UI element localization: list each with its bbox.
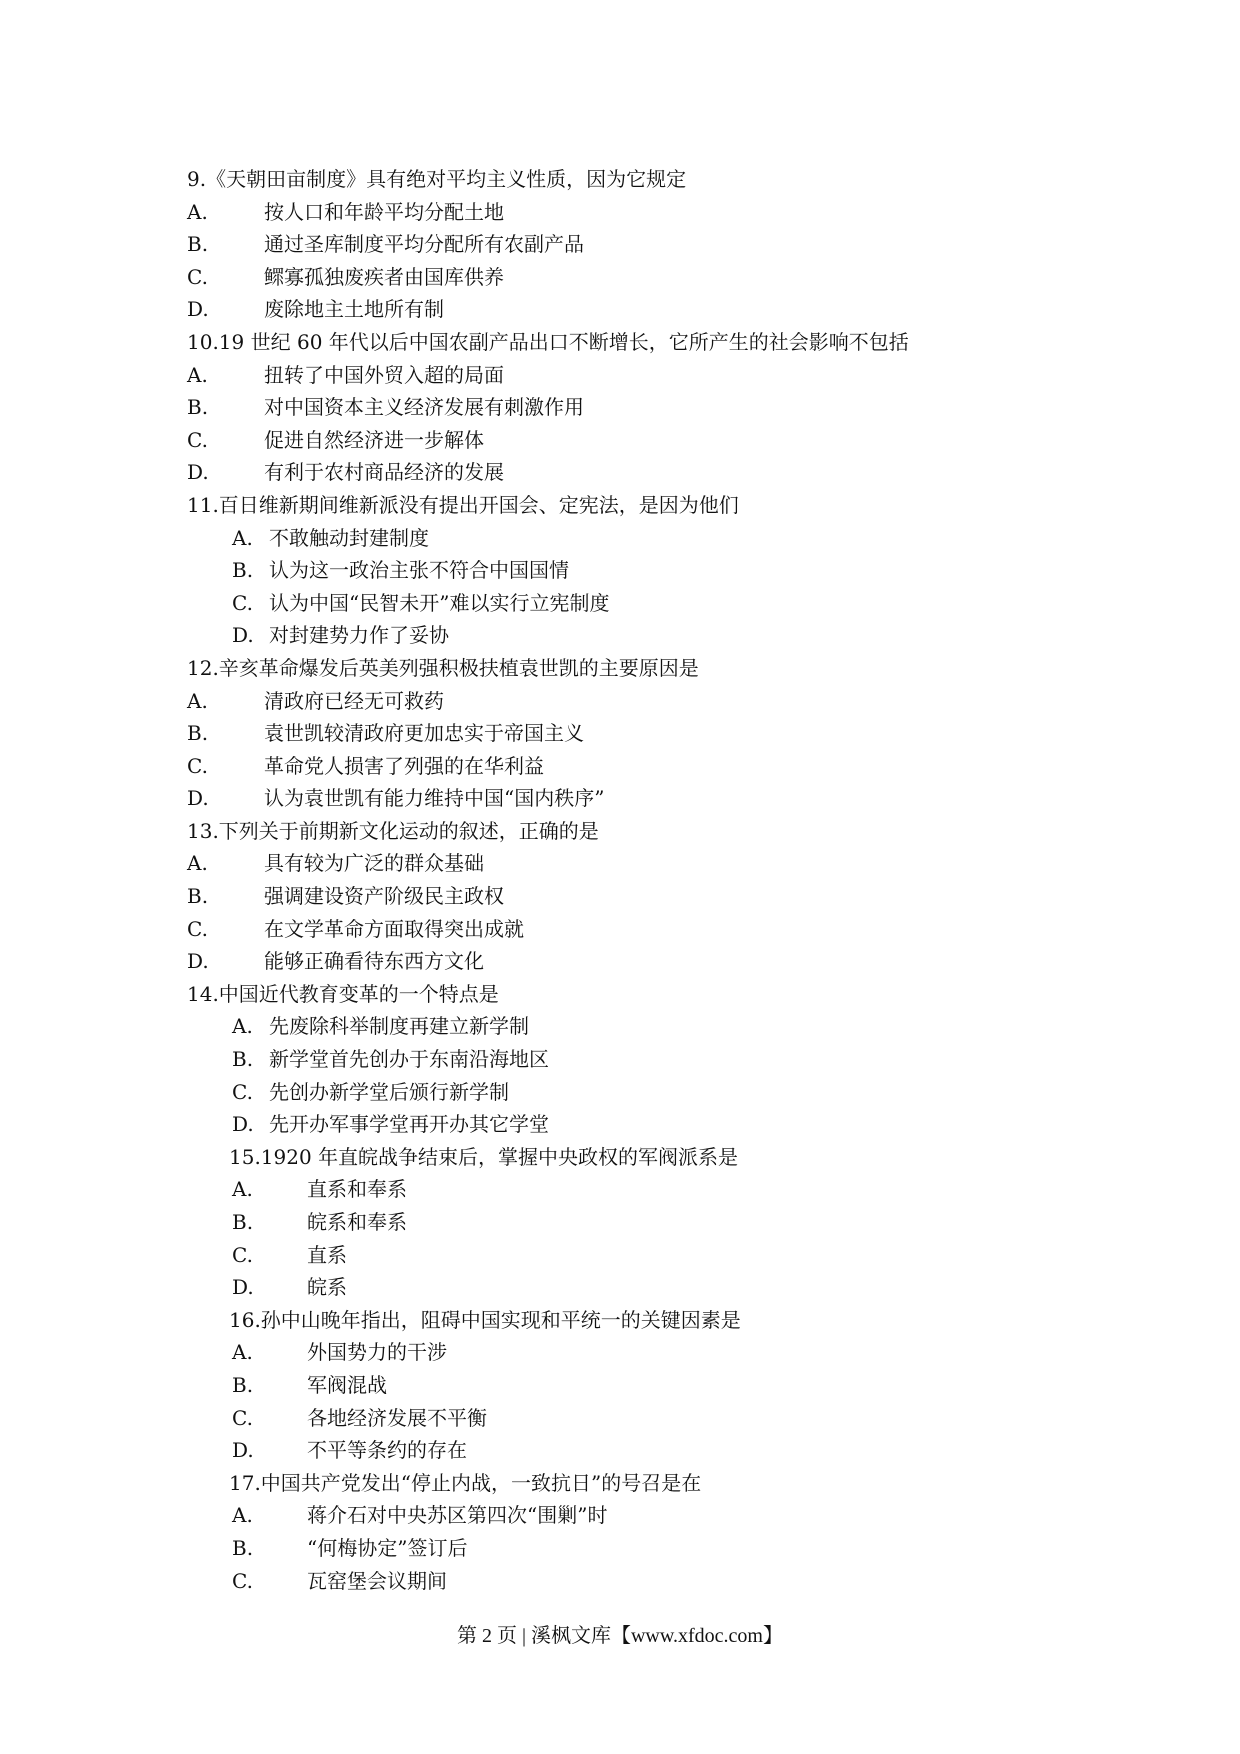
- option-d: [0, 1271, 1240, 1304]
- option-c: [0, 913, 1240, 946]
- option-c: [0, 424, 1240, 457]
- option-text: 强调建设资产阶级民主政权: [264, 884, 504, 909]
- option-text: “何梅协定”签订后: [307, 1535, 468, 1560]
- option-d: [0, 456, 1240, 489]
- option-b: [0, 880, 1240, 913]
- question-stem: 9.《天朝田亩制度》具有绝对平均主义性质，因为它规定: [187, 167, 687, 191]
- option-letter: C.: [187, 427, 208, 452]
- option-text: 先开办军事学堂再开办其它学堂: [269, 1112, 549, 1137]
- question-stem: 12.辛亥革命爆发后英美列强积极扶植袁世凯的主要原因是: [187, 655, 699, 680]
- option-c: [0, 1565, 1240, 1598]
- option-a: [0, 847, 1240, 880]
- option-text: 对封建势力作了妥协: [269, 623, 449, 648]
- option-text: 废除地主土地所有制: [264, 297, 444, 322]
- option-a: [0, 1173, 1240, 1206]
- option-text: 认为袁世凯有能力维持中国“国内秩序”: [264, 786, 605, 811]
- option-text: 鳏寡孤独废疾者由国库供养: [264, 264, 504, 289]
- option-text: 扭转了中国外贸入超的局面: [264, 362, 504, 387]
- option-text: 袁世凯较清政府更加忠实于帝国主义: [264, 721, 584, 746]
- option-text: 对中国资本主义经济发展有刺激作用: [264, 395, 584, 420]
- option-a: [0, 359, 1240, 392]
- option-letter: D.: [187, 949, 209, 974]
- option-b: [0, 391, 1240, 424]
- option-text: 按人口和年龄平均分配土地: [264, 199, 504, 224]
- option-letter: A.: [232, 1177, 253, 1202]
- question-17: [0, 1467, 1240, 1597]
- option-letter: B.: [187, 232, 209, 257]
- option-text: 在文学革命方面取得突出成就: [264, 916, 524, 941]
- option-text: 认为这一政治主张不符合中国国情: [269, 558, 569, 583]
- option-letter: B.: [232, 558, 254, 583]
- option-text: 革命党人损害了列强的在华利益: [264, 753, 544, 778]
- option-text: 先创办新学堂后颁行新学制: [269, 1079, 509, 1104]
- option-letter: C.: [187, 916, 208, 941]
- question-13: [0, 815, 1240, 978]
- option-text: 瓦窑堡会议期间: [307, 1568, 447, 1593]
- option-letter: A.: [187, 688, 208, 713]
- option-text: 具有较为广泛的群众基础: [264, 851, 484, 876]
- option-letter: C.: [187, 264, 208, 289]
- option-a: [0, 196, 1240, 229]
- option-text: 促进自然经济进一步解体: [264, 427, 484, 452]
- option-letter: D.: [187, 460, 209, 485]
- option-text: 直系和奉系: [307, 1177, 407, 1202]
- option-c: [0, 1076, 1240, 1109]
- option-b: [0, 228, 1240, 261]
- option-letter: B.: [187, 721, 209, 746]
- question-stem: 17.中国共产党发出“停止内战，一致抗日”的号召是在: [229, 1470, 702, 1495]
- option-d: [0, 619, 1240, 652]
- option-d: [0, 1108, 1240, 1141]
- option-letter: A.: [232, 1340, 253, 1365]
- page-footer: 第 2 页 | 溪枫文库【www.xfdoc.com】: [456, 1625, 783, 1647]
- option-letter: C.: [232, 1405, 253, 1430]
- option-a: [0, 1010, 1240, 1043]
- option-text: 军阀混战: [307, 1372, 387, 1397]
- option-c: [0, 750, 1240, 783]
- option-d: [0, 782, 1240, 815]
- option-c: [0, 587, 1240, 620]
- option-text: 通过圣库制度平均分配所有农副产品: [264, 232, 584, 257]
- option-text: 直系: [307, 1242, 347, 1267]
- option-letter: A.: [187, 362, 208, 387]
- option-b: [0, 717, 1240, 750]
- option-letter: D.: [232, 1112, 254, 1137]
- question-stem: 14.中国近代教育变革的一个特点是: [187, 981, 499, 1006]
- option-text: 能够正确看待东西方文化: [264, 949, 484, 974]
- option-text: 不敢触动封建制度: [269, 525, 429, 550]
- option-b: [0, 1206, 1240, 1239]
- option-a: [0, 522, 1240, 555]
- question-stem: 16.孙中山晚年指出，阻碍中国实现和平统一的关键因素是: [229, 1307, 741, 1332]
- option-b: [0, 1043, 1240, 1076]
- question-stem: 11.百日维新期间维新派没有提出开国会、定宪法，是因为他们: [187, 492, 739, 517]
- option-letter: C.: [232, 1079, 253, 1104]
- option-letter: D.: [232, 623, 254, 648]
- option-text: 新学堂首先创办于东南沿海地区: [269, 1047, 549, 1072]
- option-text: 先废除科举制度再建立新学制: [269, 1014, 529, 1039]
- option-a: [0, 1499, 1240, 1532]
- option-letter: A.: [187, 851, 208, 876]
- option-letter: C.: [232, 1568, 253, 1593]
- option-letter: C.: [232, 590, 253, 615]
- option-text: 清政府已经无可救药: [264, 688, 444, 713]
- option-d: [0, 945, 1240, 978]
- option-letter: D.: [232, 1438, 254, 1463]
- option-text: 皖系和奉系: [307, 1210, 407, 1234]
- option-text: 不平等条约的存在: [307, 1438, 467, 1463]
- option-text: 外国势力的干涉: [307, 1340, 447, 1365]
- option-letter: C.: [187, 753, 208, 778]
- option-letter: C.: [232, 1242, 253, 1267]
- option-letter: B.: [232, 1210, 254, 1234]
- option-text: 各地经济发展不平衡: [307, 1405, 487, 1430]
- question-11: [0, 489, 1240, 652]
- option-c: [0, 1239, 1240, 1272]
- question-stem: 10.19 世纪 60 年代以后中国农副产品出口不断增长，它所产生的社会影响不包括: [187, 329, 909, 354]
- option-letter: D.: [187, 786, 209, 811]
- option-d: [0, 293, 1240, 326]
- question-16: [0, 1304, 1240, 1467]
- option-text: 皖系: [307, 1275, 347, 1300]
- question-14: [0, 978, 1240, 1141]
- question-stem: 13.下列关于前期新文化运动的叙述，正确的是: [187, 818, 599, 843]
- question-15: [0, 1141, 1240, 1304]
- option-c: [0, 261, 1240, 294]
- option-text: 认为中国“民智未开”难以实行立宪制度: [269, 590, 610, 615]
- option-letter: B.: [187, 395, 209, 420]
- exam-content: [0, 163, 1240, 1597]
- option-b: [0, 1532, 1240, 1565]
- option-c: [0, 1402, 1240, 1435]
- option-a: [0, 1336, 1240, 1369]
- option-b: [0, 1369, 1240, 1402]
- option-letter: B.: [232, 1372, 254, 1397]
- option-letter: B.: [232, 1047, 254, 1072]
- option-letter: A.: [232, 1503, 253, 1528]
- option-b: [0, 554, 1240, 587]
- option-text: 有利于农村商品经济的发展: [264, 460, 504, 485]
- option-letter: A.: [187, 199, 208, 224]
- question-9: [0, 163, 1240, 326]
- option-letter: B.: [232, 1535, 254, 1560]
- option-d: [0, 1434, 1240, 1467]
- option-a: [0, 685, 1240, 718]
- option-letter: B.: [187, 884, 209, 909]
- option-text: 蒋介石对中央苏区第四次“围剿”时: [307, 1503, 608, 1528]
- question-12: [0, 652, 1240, 815]
- option-letter: D.: [232, 1275, 254, 1300]
- option-letter: D.: [187, 297, 209, 322]
- question-stem: 15.1920 年直皖战争结束后，掌握中央政权的军阀派系是: [229, 1144, 739, 1169]
- option-letter: A.: [232, 1014, 253, 1039]
- question-10: [0, 326, 1240, 489]
- option-letter: A.: [232, 525, 253, 550]
